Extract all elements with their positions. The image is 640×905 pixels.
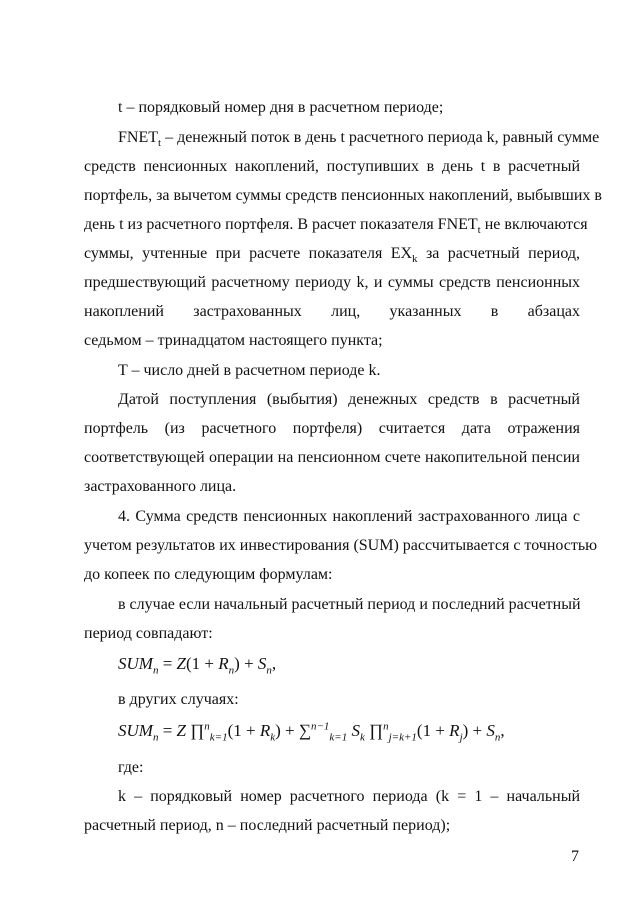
paragraph-fnet-line-4: день t из расчетного портфеля. В расчет показателя $FNET_t$ не включаются xyxy=(84,216,588,237)
paragraph-fnet-line-7: накоплений застрахованных лиц, указанных в абзацах xyxy=(84,303,580,320)
paragraph-case-line-2: период совпадают: xyxy=(84,625,213,642)
paragraph-other-cases: в других случаях: xyxy=(118,691,239,708)
paragraph-fnet-line-2: средств пенсионных накоплений, поступивших в день t в расчетный xyxy=(84,158,580,175)
formula-sum-multi-period: $SUM_n = Z$ ∏$^n_{k=1}$(1 + $R_k) + \sum^{n-1}_{k=1}$ $S_k$ ∏$^n_{j=k+1}$(1 + $R_j) + S_n$, xyxy=(118,720,505,744)
paragraph-k-line-1: k – порядковый номер расчетного периода (k = 1 – начальный xyxy=(118,788,580,805)
paragraph-fnet-line-3: портфель, за вычетом суммы средств пенсионных накоплений, выбывших в xyxy=(84,187,602,204)
paragraph-sum-line-3: до копеек по следующим формулам: xyxy=(84,566,333,583)
paragraph-fnet-line-6: предшествующий расчетному периоду k, и суммы средств пенсионных xyxy=(84,274,580,291)
paragraph-where: где: xyxy=(118,759,144,776)
paragraph-date-line-4: застрахованного лица. xyxy=(84,478,237,495)
paragraph-t-definition: t – порядковый номер дня в расчетном периоде; xyxy=(118,99,444,116)
paragraph-case-line-1: в случае если начальный расчетный период и последний расчетный xyxy=(118,596,581,613)
formula-sum-single-period: $SUM_n = Z(1 + R_n) + S_n$, xyxy=(118,654,277,677)
paragraph-sum-line-1: 4. Сумма средств пенсионных накоплений застрахованного лица с xyxy=(118,508,580,525)
paragraph-T-definition: T – число дней в расчетном периоде k. xyxy=(118,362,381,379)
paragraph-k-line-2: расчетный период, n – последний расчетный период); xyxy=(84,817,451,834)
paragraph-sum-line-2: учетом результатов их инвестирования (SUM) рассчитывается с точностью xyxy=(84,537,598,554)
paragraph-fnet-line-8: седьмом – тринадцатом настоящего пункта; xyxy=(84,332,383,349)
page-number: 7 xyxy=(571,848,579,865)
paragraph-date-line-2: портфель (из расчетного портфеля) считается дата отражения xyxy=(84,420,580,437)
paragraph-fnet-line-5: суммы, учтенные при расчете показателя $EX_k$ за расчетный период, xyxy=(84,245,580,266)
paragraph-fnet-line-1: $FNET_t$ – денежный поток в день t расчетного периода k, равный сумме xyxy=(118,129,600,150)
paragraph-date-line-3: соответствующей операции на пенсионном счете накопительной пенсии xyxy=(84,449,580,466)
paragraph-date-line-1: Датой поступления (выбытия) денежных средств в расчетный xyxy=(118,391,580,408)
